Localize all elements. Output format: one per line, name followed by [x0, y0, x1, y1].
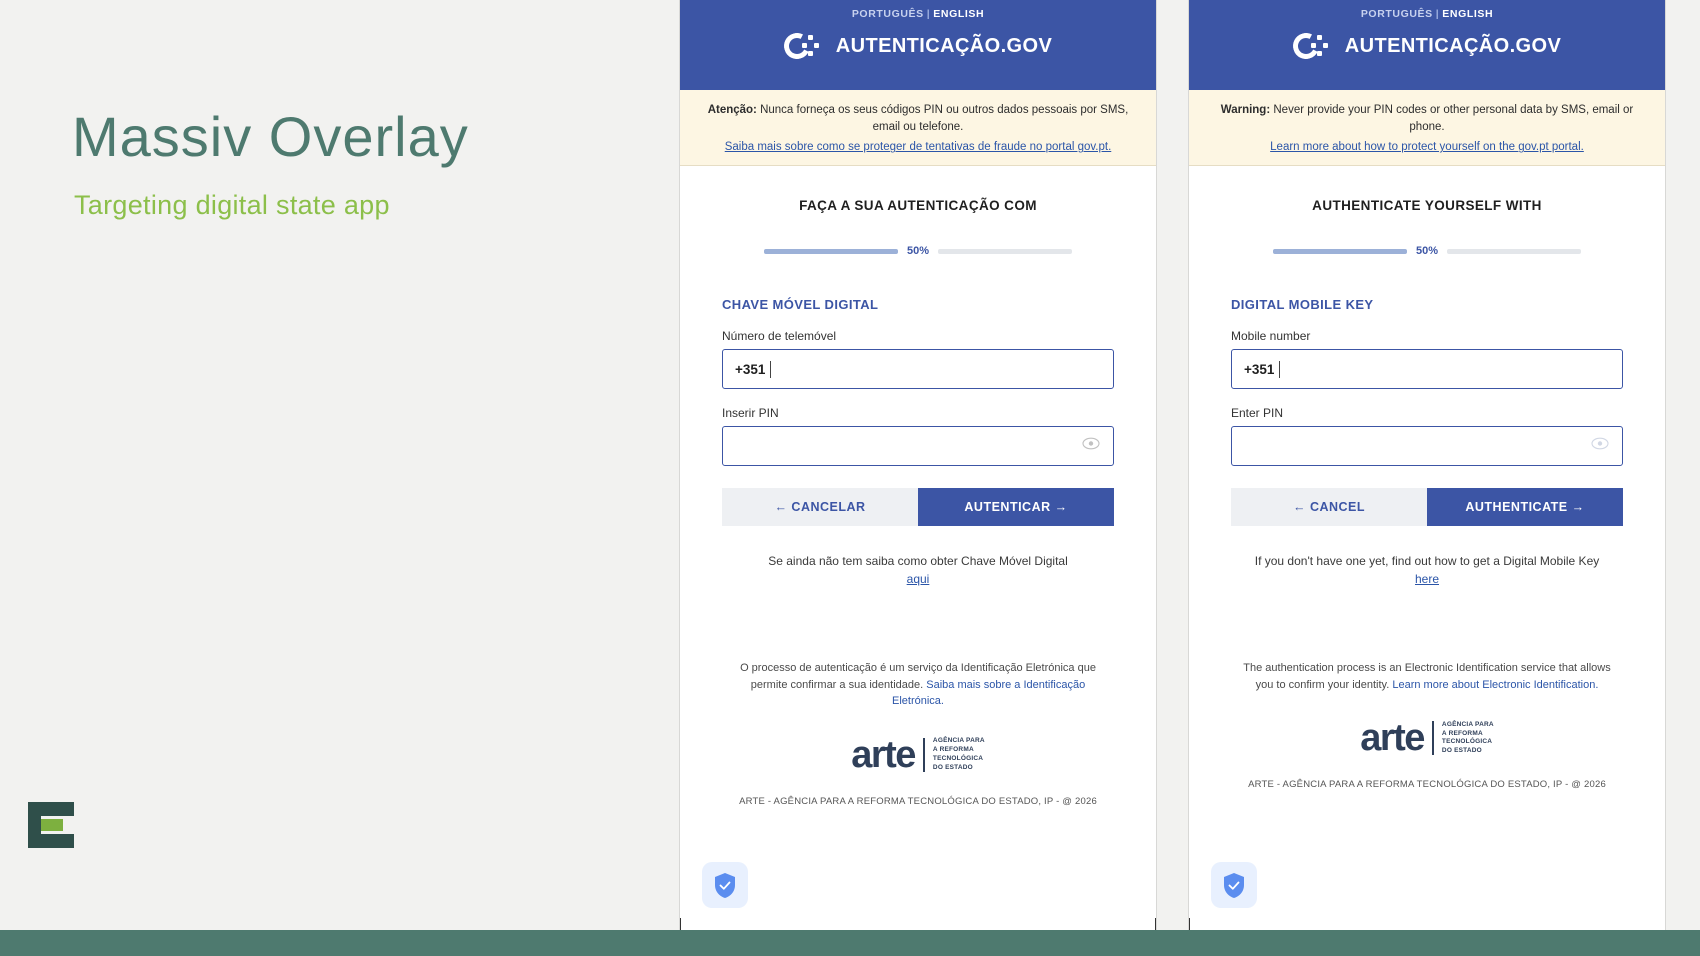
arte-line-3: TECNOLÓGICA — [1441, 738, 1493, 746]
arte-wordmark-en: arte — [1360, 717, 1424, 760]
arte-tagline-pt — [933, 737, 985, 772]
copyright-pt: ARTE - AGÊNCIA PARA A REFORMA TECNOLÓGICA DO ESTADO, IP - @ 2026 — [739, 795, 1097, 807]
signup-hint-text-en: If you don't have one yet, find out how to get a Digital Mobile Key — [1254, 554, 1600, 569]
lang-option-english[interactable]: ENGLISH — [1442, 8, 1494, 20]
arte-line-1: AGÊNCIA PARA — [1441, 720, 1494, 728]
arte-line-1: AGÊNCIA PARA — [932, 737, 985, 745]
pin-input-pt[interactable] — [722, 426, 1114, 466]
warning-label-en: Warning: — [1220, 104, 1271, 116]
arte-divider — [923, 738, 925, 772]
shield-check-icon-pt[interactable] — [702, 862, 748, 908]
progress-percent-pt: 50% — [906, 245, 930, 258]
signup-hint-link-en[interactable]: here — [1414, 572, 1440, 587]
warning-banner-en — [1189, 90, 1665, 166]
signup-hint-text-pt: Se ainda não tem saiba como obter Chave Móvel Digital — [768, 554, 1068, 569]
autenticacao-gov-logo-icon — [1293, 31, 1333, 61]
arte-wordmark-pt: arte — [851, 733, 915, 776]
lang-separator: | — [1435, 8, 1440, 20]
arte-line-3: TECNOLÓGICA — [932, 754, 984, 762]
arte-tagline-en — [1442, 721, 1494, 756]
progress-percent-en: 50% — [1415, 245, 1439, 258]
gov-brand-text: AUTENTICAÇÃO.GOV — [1344, 34, 1562, 57]
authenticate-button-pt[interactable]: AUTENTICAR → — [918, 488, 1114, 526]
text-caret — [1279, 361, 1280, 378]
lang-separator: | — [926, 8, 931, 20]
warning-label-pt: Atenção: — [707, 104, 757, 116]
cancel-button-en[interactable]: ← CANCEL — [1231, 488, 1427, 526]
arte-line-2: A REFORMA — [1441, 729, 1483, 737]
progress-remaining-en — [1447, 249, 1581, 254]
arte-logo-pt — [722, 733, 1114, 776]
language-switcher-en[interactable] — [1189, 0, 1665, 20]
arte-line-4: DO ESTADO — [1441, 747, 1482, 755]
warning-text-en — [1211, 102, 1643, 135]
lang-option-portugues[interactable]: PORTUGUÊS — [851, 8, 924, 20]
footnote-link-pt[interactable]: Saiba mais sobre a Identificação Eletrónica. — [892, 678, 1086, 708]
auth-panel-portuguese — [679, 0, 1157, 930]
progress-filled-pt — [764, 249, 898, 254]
auth-body-pt — [680, 198, 1156, 807]
arte-line-4: DO ESTADO — [932, 763, 973, 771]
gov-brand-en — [1189, 31, 1665, 61]
phone-value-pt: +351 — [735, 361, 766, 377]
warning-body-en: Never provide your PIN codes or other personal data by SMS, email or phone. — [1270, 104, 1634, 133]
title-pane — [0, 0, 636, 930]
eye-icon[interactable] — [1591, 437, 1609, 455]
method-title-en: DIGITAL MOBILE KEY — [1231, 297, 1374, 313]
action-buttons-pt — [722, 488, 1114, 526]
gov-header-pt — [680, 0, 1156, 90]
warning-body-pt: Nunca forneça os seus códigos PIN ou outros dados pessoais por SMS, email ou telefone. — [756, 104, 1129, 133]
autenticacao-gov-logo-icon — [784, 31, 824, 61]
brand-logo-icon — [28, 802, 74, 848]
arte-line-2: A REFORMA — [932, 746, 974, 754]
progress-filled-en — [1273, 249, 1407, 254]
pin-label-en: Enter PIN — [1231, 406, 1284, 421]
signup-hint-en — [1231, 552, 1623, 588]
action-buttons-en — [1231, 488, 1623, 526]
phone-value-en: +351 — [1244, 361, 1275, 377]
authenticate-button-en[interactable]: AUTHENTICATE → — [1427, 488, 1623, 526]
gov-header-en — [1189, 0, 1665, 90]
eye-icon[interactable] — [1082, 437, 1100, 455]
auth-body-en — [1189, 198, 1665, 790]
warning-text-pt — [702, 102, 1134, 135]
arte-divider — [1432, 721, 1434, 755]
warning-link-en[interactable]: Learn more about how to protect yourself on the gov.pt portal. — [1270, 141, 1584, 154]
warning-link-pt[interactable]: Saiba mais sobre como se proteger de tentativas de fraude no portal gov.pt. — [724, 141, 1112, 154]
language-switcher-pt[interactable] — [680, 0, 1156, 20]
page-subtitle: Targeting digital state app — [74, 190, 390, 220]
pin-label-pt: Inserir PIN — [722, 406, 779, 421]
shield-check-icon-en[interactable] — [1211, 862, 1257, 908]
footnote-en — [1231, 660, 1623, 693]
phone-input-en[interactable] — [1231, 349, 1623, 389]
progress-remaining-pt — [938, 249, 1072, 254]
pin-input-en[interactable] — [1231, 426, 1623, 466]
phone-input-pt[interactable] — [722, 349, 1114, 389]
gov-brand-pt — [680, 31, 1156, 61]
progress-bar-pt — [722, 245, 1114, 257]
method-title-pt: CHAVE MÓVEL DIGITAL — [722, 297, 879, 313]
auth-heading-pt: FAÇA A SUA AUTENTICAÇÃO COM — [799, 198, 1037, 214]
signup-hint-pt — [722, 552, 1114, 588]
cancel-button-pt[interactable]: ← CANCELAR — [722, 488, 918, 526]
phone-label-en: Mobile number — [1231, 329, 1311, 344]
progress-bar-en — [1231, 245, 1623, 257]
copyright-en: ARTE - AGÊNCIA PARA A REFORMA TECNOLÓGICA DO ESTADO, IP - @ 2026 — [1248, 779, 1606, 791]
footnote-text-pt: O processo de autenticação é um serviço da Identificação Eletrónica que permite confirmar a sua identidade. — [740, 662, 1096, 691]
auth-heading-en: AUTHENTICATE YOURSELF WITH — [1312, 198, 1542, 214]
page-title: Massiv Overlay — [72, 105, 469, 168]
panel-tick-right-pt — [1155, 918, 1156, 930]
warning-banner-pt — [680, 90, 1156, 166]
signup-hint-link-pt[interactable]: aqui — [906, 572, 930, 587]
text-caret — [770, 361, 771, 378]
panel-tick-left-en — [1189, 918, 1190, 930]
lang-option-portugues[interactable]: PORTUGUÊS — [1360, 8, 1433, 20]
footnote-text-en: The authentication process is an Electronic Identification service that allows you to confirm your identity. — [1243, 662, 1611, 691]
phone-label-pt: Número de telemóvel — [722, 329, 837, 344]
footer-band — [0, 930, 1700, 956]
footnote-link-en[interactable]: Learn more about Electronic Identification. — [1392, 678, 1599, 691]
panel-tick-left-pt — [680, 918, 681, 930]
auth-panel-english — [1188, 0, 1666, 930]
gov-brand-text: AUTENTICAÇÃO.GOV — [835, 34, 1053, 57]
lang-option-english[interactable]: ENGLISH — [933, 8, 985, 20]
arte-logo-en — [1231, 717, 1623, 760]
footnote-pt — [722, 660, 1114, 710]
